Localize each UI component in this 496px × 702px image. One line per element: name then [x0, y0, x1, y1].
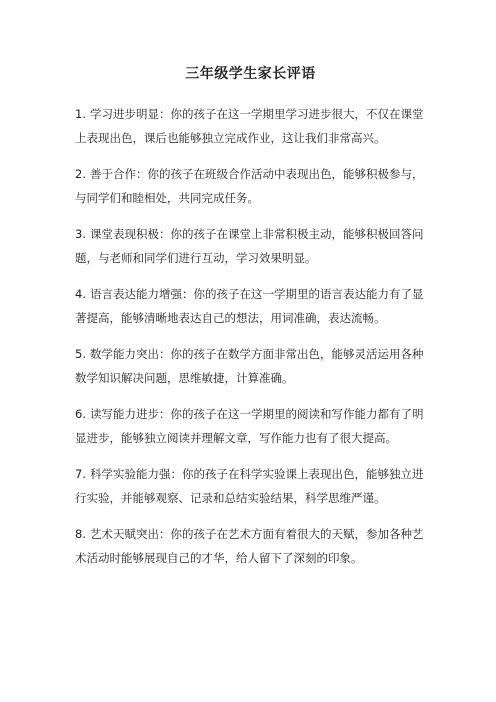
item-text: 学习进步明显：你的孩子在这一学期里学习进步很大，不仅在课堂上表现出色，课后也能够独立完成作业，这让我们非常高兴。 [75, 107, 424, 145]
item-text: 语言表达能力增强：你的孩子在这一学期里的语言表达能力有了显著提高，能够清晰地表达自己的想法，用词准确，表达流畅。 [75, 287, 424, 325]
item-number: 6. [75, 407, 86, 421]
comment-item-6 [75, 402, 426, 450]
comment-item-4 [75, 282, 426, 330]
item-number: 3. [75, 227, 86, 241]
item-text: 艺术天赋突出：你的孩子在艺术方面有着很大的天赋，参加各种艺术活动时能够展现自己的才华，给人留下了深刻的印象。 [75, 527, 424, 565]
item-number: 5. [75, 347, 86, 361]
comment-item-2 [75, 162, 426, 210]
comment-list [75, 102, 426, 570]
item-number: 1. [75, 107, 86, 121]
comment-item-8 [75, 522, 426, 570]
item-text: 课堂表现积极：你的孩子在课堂上非常积极主动，能够积极回答问题，与老师和同学们进行互动，学习效果明显。 [75, 227, 424, 265]
comment-item-5 [75, 342, 426, 390]
item-number: 2. [75, 167, 86, 181]
item-text: 善于合作：你的孩子在班级合作活动中表现出色，能够积极参与，与同学们和睦相处，共同完成任务。 [75, 167, 424, 205]
item-text: 读写能力进步：你的孩子在这一学期里的阅读和写作能力都有了明显进步，能够独立阅读并理解文章，写作能力也有了很大提高。 [75, 407, 424, 445]
item-number: 4. [75, 287, 86, 301]
comment-item-7 [75, 462, 426, 510]
comment-item-3 [75, 222, 426, 270]
comment-item-1 [75, 102, 426, 150]
document-title: 三年级学生家长评语 [185, 66, 316, 82]
item-number: 8. [75, 527, 86, 541]
item-text: 数学能力突出：你的孩子在数学方面非常出色，能够灵活运用各种数学知识解决问题，思维敏捷，计算准确。 [75, 347, 424, 385]
item-text: 科学实验能力强：你的孩子在科学实验课上表现出色，能够独立进行实验，并能够观察、记录和总结实验结果，科学思维严谨。 [75, 467, 424, 505]
item-number: 7. [75, 467, 86, 481]
